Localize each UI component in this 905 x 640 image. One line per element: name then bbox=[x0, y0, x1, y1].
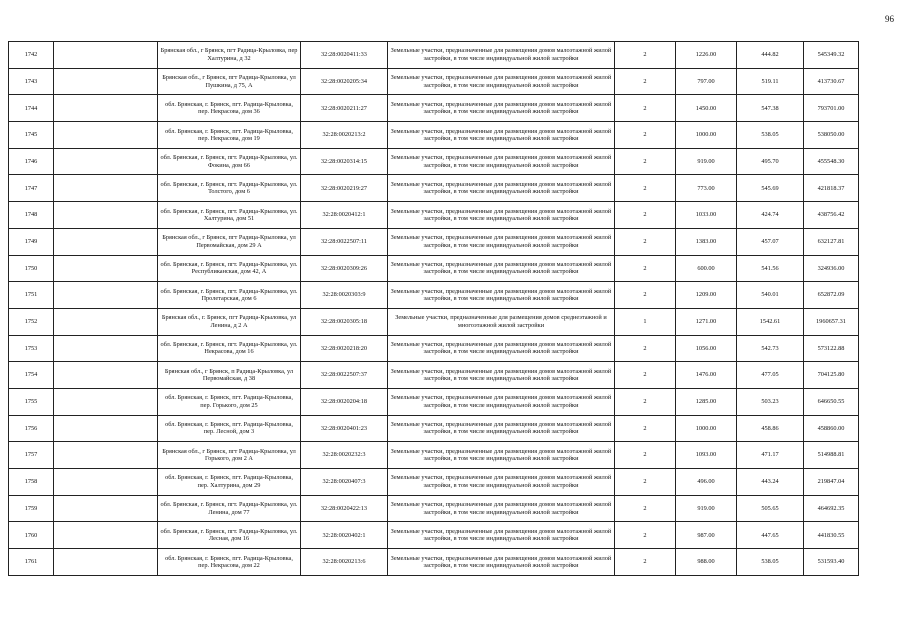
group-cell: 2 bbox=[615, 362, 676, 389]
group-cell: 2 bbox=[615, 388, 676, 415]
group-cell: 2 bbox=[615, 335, 676, 362]
cadastral-value-cell: 573122.88 bbox=[804, 335, 859, 362]
row-number: 1755 bbox=[9, 388, 54, 415]
row-number: 1752 bbox=[9, 308, 54, 335]
row-number: 1744 bbox=[9, 95, 54, 122]
area-cell: 987.00 bbox=[676, 522, 737, 549]
unit-price-cell: 444.82 bbox=[737, 42, 804, 69]
cadastral-value-cell: 455548.30 bbox=[804, 148, 859, 175]
spacer-cell bbox=[54, 148, 158, 175]
cadastral-value-cell: 646650.55 bbox=[804, 388, 859, 415]
area-cell: 1056.00 bbox=[676, 335, 737, 362]
address-cell: обл. Брянская, г. Брянск, пгт. Радица-Крыловка, пер. Некрасова, дом 19 bbox=[158, 122, 301, 149]
cadastral-number-cell: 32:28:0020219:27 bbox=[301, 175, 388, 202]
land-use-cell: Земельные участки, предназначенные для размещения домов малоэтажной жилой застройки, в том числе индивидуальной жилой застройки bbox=[388, 522, 615, 549]
table-row bbox=[9, 255, 859, 282]
area-cell: 1226.00 bbox=[676, 42, 737, 69]
cadastral-number-cell: 32:28:0022507:37 bbox=[301, 362, 388, 389]
cadastral-number-cell: 32:28:0020309:26 bbox=[301, 255, 388, 282]
land-use-cell: Земельные участки, предназначенные для размещения домов малоэтажной жилой застройки, в том числе индивидуальной жилой застройки bbox=[388, 175, 615, 202]
area-cell: 797.00 bbox=[676, 68, 737, 95]
row-number: 1757 bbox=[9, 442, 54, 469]
cadastral-number-cell: 32:28:0020407:3 bbox=[301, 469, 388, 496]
cadastral-number-cell: 32:28:0020213:6 bbox=[301, 549, 388, 576]
table-row bbox=[9, 228, 859, 255]
unit-price-cell: 495.70 bbox=[737, 148, 804, 175]
table-row bbox=[9, 202, 859, 229]
row-number: 1747 bbox=[9, 175, 54, 202]
cadastral-value-cell: 458860.00 bbox=[804, 415, 859, 442]
address-cell: Брянская обл., г Брянск, пгт Радица-Крыловка, ул Горького, дом 2 А bbox=[158, 442, 301, 469]
cadastral-value-cell: 1960657.31 bbox=[804, 308, 859, 335]
row-number: 1748 bbox=[9, 202, 54, 229]
area-cell: 1285.00 bbox=[676, 388, 737, 415]
cadastral-value-cell: 652872.09 bbox=[804, 282, 859, 309]
area-cell: 919.00 bbox=[676, 495, 737, 522]
row-number: 1743 bbox=[9, 68, 54, 95]
unit-price-cell: 424.74 bbox=[737, 202, 804, 229]
cadastral-number-cell: 32:28:0020205:34 bbox=[301, 68, 388, 95]
table-row bbox=[9, 388, 859, 415]
land-use-cell: Земельные участки, предназначенные для размещения домов малоэтажной жилой застройки, в том числе индивидуальной жилой застройки bbox=[388, 95, 615, 122]
table-row bbox=[9, 522, 859, 549]
cadastral-value-cell: 441830.55 bbox=[804, 522, 859, 549]
table-body bbox=[9, 42, 859, 576]
address-cell: обл. Брянская, г. Брянск, пгт. Радица-Крыловка, ул. Толстого, дом 6 bbox=[158, 175, 301, 202]
unit-price-cell: 447.65 bbox=[737, 522, 804, 549]
cadastral-value-cell: 421818.37 bbox=[804, 175, 859, 202]
cadastral-number-cell: 32:28:0020232:3 bbox=[301, 442, 388, 469]
row-number: 1742 bbox=[9, 42, 54, 69]
unit-price-cell: 477.05 bbox=[737, 362, 804, 389]
row-number: 1750 bbox=[9, 255, 54, 282]
row-number: 1760 bbox=[9, 522, 54, 549]
area-cell: 1271.00 bbox=[676, 308, 737, 335]
cadastral-value-cell: 324936.00 bbox=[804, 255, 859, 282]
land-use-cell: Земельные участки, предназначенные для размещения домов малоэтажной жилой застройки, в том числе индивидуальной жилой застройки bbox=[388, 549, 615, 576]
unit-price-cell: 443.24 bbox=[737, 469, 804, 496]
unit-price-cell: 471.17 bbox=[737, 442, 804, 469]
group-cell: 2 bbox=[615, 255, 676, 282]
table-row bbox=[9, 148, 859, 175]
row-number: 1759 bbox=[9, 495, 54, 522]
land-use-cell: Земельные участки, предназначенные для размещения домов малоэтажной жилой застройки, в том числе индивидуальной жилой застройки bbox=[388, 469, 615, 496]
cadastral-number-cell: 32:28:0020213:2 bbox=[301, 122, 388, 149]
group-cell: 2 bbox=[615, 469, 676, 496]
land-use-cell: Земельные участки, предназначенные для размещения домов малоэтажной жилой застройки, в том числе индивидуальной жилой застройки bbox=[388, 228, 615, 255]
spacer-cell bbox=[54, 442, 158, 469]
spacer-cell bbox=[54, 522, 158, 549]
group-cell: 2 bbox=[615, 148, 676, 175]
land-use-cell: Земельные участки, предназначенные для размещения домов малоэтажной жилой застройки, в том числе индивидуальной жилой застройки bbox=[388, 122, 615, 149]
area-cell: 1209.00 bbox=[676, 282, 737, 309]
cadastral-value-cell: 531593.40 bbox=[804, 549, 859, 576]
unit-price-cell: 519.11 bbox=[737, 68, 804, 95]
group-cell: 1 bbox=[615, 308, 676, 335]
spacer-cell bbox=[54, 255, 158, 282]
address-cell: обл. Брянская, г. Брянск, пгт. Радица-Крыловка, пер. Халтурина, дом 29 bbox=[158, 469, 301, 496]
area-cell: 1383.00 bbox=[676, 228, 737, 255]
group-cell: 2 bbox=[615, 495, 676, 522]
table-row bbox=[9, 362, 859, 389]
spacer-cell bbox=[54, 175, 158, 202]
address-cell: обл. Брянская, г. Брянск, пгт. Радица-Крыловка, ул. Некрасова, дом 16 bbox=[158, 335, 301, 362]
group-cell: 2 bbox=[615, 228, 676, 255]
spacer-cell bbox=[54, 362, 158, 389]
table-row bbox=[9, 175, 859, 202]
area-cell: 1093.00 bbox=[676, 442, 737, 469]
address-cell: Брянская обл., г. Брянск, пгт Радица-Крыловка, ул Ленина, д 2 А bbox=[158, 308, 301, 335]
cadastral-number-cell: 32:28:0020204:18 bbox=[301, 388, 388, 415]
cadastral-value-cell: 793701.00 bbox=[804, 95, 859, 122]
cadastral-number-cell: 32:28:0020412:1 bbox=[301, 202, 388, 229]
row-number: 1756 bbox=[9, 415, 54, 442]
cadastral-value-cell: 545349.32 bbox=[804, 42, 859, 69]
land-use-cell: Земельные участки, предназначенные для размещения домов малоэтажной жилой застройки, в том числе индивидуальной жилой застройки bbox=[388, 255, 615, 282]
area-cell: 600.00 bbox=[676, 255, 737, 282]
group-cell: 2 bbox=[615, 95, 676, 122]
area-cell: 1000.00 bbox=[676, 122, 737, 149]
page-number: 96 bbox=[885, 14, 894, 24]
group-cell: 2 bbox=[615, 202, 676, 229]
table-row bbox=[9, 549, 859, 576]
cadastral-number-cell: 32:28:0020314:15 bbox=[301, 148, 388, 175]
cadastral-number-cell: 32:28:0020401:23 bbox=[301, 415, 388, 442]
land-registry-table bbox=[8, 41, 859, 576]
area-cell: 919.00 bbox=[676, 148, 737, 175]
row-number: 1745 bbox=[9, 122, 54, 149]
cadastral-number-cell: 32:28:0020411:33 bbox=[301, 42, 388, 69]
group-cell: 2 bbox=[615, 549, 676, 576]
unit-price-cell: 505.65 bbox=[737, 495, 804, 522]
row-number: 1751 bbox=[9, 282, 54, 309]
land-use-cell: Земельные участки, предназначенные для размещения домов малоэтажной жилой застройки, в том числе индивидуальной жилой застройки bbox=[388, 282, 615, 309]
address-cell: Брянская обл., г Брянск, пгт Радица-Крыловка, ул Первомайская, дом 29 А bbox=[158, 228, 301, 255]
table-row bbox=[9, 415, 859, 442]
address-cell: обл. Брянская, г. Брянск, пгт. Радица-Крыловка, ул. Лесная, дом 16 bbox=[158, 522, 301, 549]
row-number: 1754 bbox=[9, 362, 54, 389]
address-cell: обл. Брянская, г. Брянск, пгт. Радица-Крыловка, пер. Некрасова, дом 22 bbox=[158, 549, 301, 576]
table-row bbox=[9, 335, 859, 362]
group-cell: 2 bbox=[615, 175, 676, 202]
table-row bbox=[9, 95, 859, 122]
land-use-cell: Земельные участки, предназначенные для размещения домов среднеэтажной и многоэтажной жилой застройки bbox=[388, 308, 615, 335]
land-use-cell: Земельные участки, предназначенные для размещения домов малоэтажной жилой застройки, в том числе индивидуальной жилой застройки bbox=[388, 442, 615, 469]
cadastral-value-cell: 538050.00 bbox=[804, 122, 859, 149]
unit-price-cell: 503.23 bbox=[737, 388, 804, 415]
area-cell: 988.00 bbox=[676, 549, 737, 576]
row-number: 1749 bbox=[9, 228, 54, 255]
table-row bbox=[9, 469, 859, 496]
row-number: 1761 bbox=[9, 549, 54, 576]
unit-price-cell: 458.86 bbox=[737, 415, 804, 442]
address-cell: обл. Брянская, г. Брянск, пгт. Радица-Крыловка, пер. Горького, дом 25 bbox=[158, 388, 301, 415]
address-cell: Брянская обл., г Брянск, пгт Радица-Крыловка, ул Пушкина, д 75, А bbox=[158, 68, 301, 95]
table-row bbox=[9, 442, 859, 469]
cadastral-value-cell: 704125.80 bbox=[804, 362, 859, 389]
cadastral-value-cell: 438756.42 bbox=[804, 202, 859, 229]
spacer-cell bbox=[54, 42, 158, 69]
address-cell: обл. Брянская, г. Брянск, пгт. Радица-Крыловка, ул. Фокина, дом 66 bbox=[158, 148, 301, 175]
row-number: 1746 bbox=[9, 148, 54, 175]
table-row bbox=[9, 42, 859, 69]
cadastral-number-cell: 32:28:0020218:20 bbox=[301, 335, 388, 362]
spacer-cell bbox=[54, 335, 158, 362]
group-cell: 2 bbox=[615, 42, 676, 69]
address-cell: Брянская обл., г Брянск, пгт Радица-Крыловка, пер Халтурина, д 32 bbox=[158, 42, 301, 69]
area-cell: 773.00 bbox=[676, 175, 737, 202]
unit-price-cell: 540.01 bbox=[737, 282, 804, 309]
cadastral-value-cell: 514988.81 bbox=[804, 442, 859, 469]
cadastral-number-cell: 32:28:0022507:11 bbox=[301, 228, 388, 255]
address-cell: обл. Брянская, г. Брянск, пгт. Радица-Крыловка, ул. Халтурина, дом 51 bbox=[158, 202, 301, 229]
cadastral-number-cell: 32:28:0020211:27 bbox=[301, 95, 388, 122]
table-row bbox=[9, 495, 859, 522]
spacer-cell bbox=[54, 388, 158, 415]
area-cell: 1033.00 bbox=[676, 202, 737, 229]
land-use-cell: Земельные участки, предназначенные для размещения домов малоэтажной жилой застройки, в том числе индивидуальной жилой застройки bbox=[388, 495, 615, 522]
spacer-cell bbox=[54, 282, 158, 309]
spacer-cell bbox=[54, 549, 158, 576]
cadastral-value-cell: 464692.35 bbox=[804, 495, 859, 522]
address-cell: обл. Брянская, г. Брянск, пгт. Радица-Крыловка, пер. Некрасова, дом 36 bbox=[158, 95, 301, 122]
group-cell: 2 bbox=[615, 442, 676, 469]
cadastral-number-cell: 32:28:0020402:1 bbox=[301, 522, 388, 549]
land-use-cell: Земельные участки, предназначенные для размещения домов малоэтажной жилой застройки, в том числе индивидуальной жилой застройки bbox=[388, 148, 615, 175]
unit-price-cell: 541.56 bbox=[737, 255, 804, 282]
cadastral-number-cell: 32:28:0020422:13 bbox=[301, 495, 388, 522]
land-use-cell: Земельные участки, предназначенные для размещения домов малоэтажной жилой застройки, в том числе индивидуальной жилой застройки bbox=[388, 415, 615, 442]
row-number: 1753 bbox=[9, 335, 54, 362]
unit-price-cell: 1542.61 bbox=[737, 308, 804, 335]
group-cell: 2 bbox=[615, 415, 676, 442]
group-cell: 2 bbox=[615, 522, 676, 549]
area-cell: 1450.00 bbox=[676, 95, 737, 122]
spacer-cell bbox=[54, 202, 158, 229]
table-row bbox=[9, 308, 859, 335]
address-cell: Брянская обл., г Брянск, п Радица-Крыловка, ул Первомайская, д 38 bbox=[158, 362, 301, 389]
address-cell: обл. Брянская, г. Брянск, пгт. Радица-Крыловка, ул. Республиканская, дом 42, А bbox=[158, 255, 301, 282]
cadastral-value-cell: 219847.04 bbox=[804, 469, 859, 496]
land-use-cell: Земельные участки, предназначенные для размещения домов малоэтажной жилой застройки, в том числе индивидуальной жилой застройки bbox=[388, 42, 615, 69]
table-row bbox=[9, 122, 859, 149]
spacer-cell bbox=[54, 308, 158, 335]
address-cell: обл. Брянская, г. Брянск, пгт. Радица-Крыловка, ул. Пролетарская, дом 6 bbox=[158, 282, 301, 309]
unit-price-cell: 547.38 bbox=[737, 95, 804, 122]
unit-price-cell: 545.69 bbox=[737, 175, 804, 202]
group-cell: 2 bbox=[615, 68, 676, 95]
group-cell: 2 bbox=[615, 122, 676, 149]
area-cell: 1476.00 bbox=[676, 362, 737, 389]
cadastral-number-cell: 32:28:0020303:9 bbox=[301, 282, 388, 309]
group-cell: 2 bbox=[615, 282, 676, 309]
cadastral-value-cell: 632127.81 bbox=[804, 228, 859, 255]
spacer-cell bbox=[54, 415, 158, 442]
address-cell: обл. Брянская, г. Брянск, пгт. Радица-Крыловка, пер. Лесной, дом 3 bbox=[158, 415, 301, 442]
spacer-cell bbox=[54, 122, 158, 149]
table-row bbox=[9, 68, 859, 95]
area-cell: 496.00 bbox=[676, 469, 737, 496]
land-use-cell: Земельные участки, предназначенные для размещения домов малоэтажной жилой застройки, в том числе индивидуальной жилой застройки bbox=[388, 388, 615, 415]
row-number: 1758 bbox=[9, 469, 54, 496]
cadastral-number-cell: 32:28:0020305:18 bbox=[301, 308, 388, 335]
area-cell: 1000.00 bbox=[676, 415, 737, 442]
unit-price-cell: 542.73 bbox=[737, 335, 804, 362]
spacer-cell bbox=[54, 68, 158, 95]
land-use-cell: Земельные участки, предназначенные для размещения домов малоэтажной жилой застройки, в том числе индивидуальной жилой застройки bbox=[388, 335, 615, 362]
cadastral-value-cell: 413730.67 bbox=[804, 68, 859, 95]
spacer-cell bbox=[54, 469, 158, 496]
unit-price-cell: 538.05 bbox=[737, 122, 804, 149]
table-row bbox=[9, 282, 859, 309]
land-use-cell: Земельные участки, предназначенные для размещения домов малоэтажной жилой застройки, в том числе индивидуальной жилой застройки bbox=[388, 68, 615, 95]
unit-price-cell: 457.07 bbox=[737, 228, 804, 255]
address-cell: обл. Брянская, г. Брянск, пгт. Радица-Крыловка, ул. Ленина, дом 77 bbox=[158, 495, 301, 522]
land-use-cell: Земельные участки, предназначенные для размещения домов малоэтажной жилой застройки, в том числе индивидуальной жилой застройки bbox=[388, 202, 615, 229]
spacer-cell bbox=[54, 228, 158, 255]
spacer-cell bbox=[54, 495, 158, 522]
unit-price-cell: 538.05 bbox=[737, 549, 804, 576]
land-use-cell: Земельные участки, предназначенные для размещения домов малоэтажной жилой застройки, в том числе индивидуальной жилой застройки bbox=[388, 362, 615, 389]
spacer-cell bbox=[54, 95, 158, 122]
